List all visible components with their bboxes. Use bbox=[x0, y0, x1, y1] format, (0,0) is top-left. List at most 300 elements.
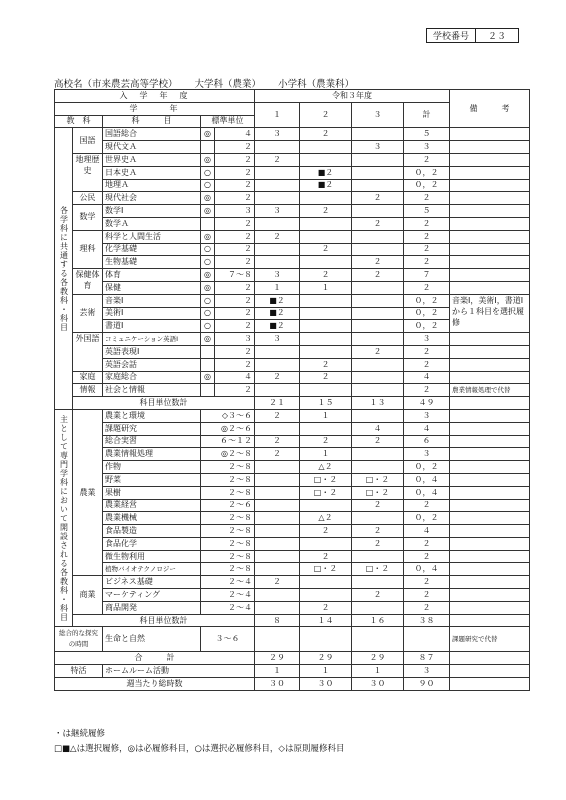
table-row bbox=[55, 409, 530, 422]
weekly-hours-t: ９０ bbox=[404, 678, 450, 691]
grade2-cell bbox=[300, 192, 352, 205]
grade3-cell: □・２ bbox=[352, 473, 404, 486]
standard-units-cell: ２～４ bbox=[201, 576, 255, 589]
grade1-cell: ２ bbox=[255, 435, 300, 448]
grade1-cell: ３ bbox=[255, 269, 300, 282]
remarks-cell bbox=[450, 217, 530, 230]
table-row bbox=[55, 153, 530, 166]
remarks-cell bbox=[450, 550, 530, 563]
weekly-hours-label: 週当たり総時数 bbox=[55, 678, 255, 691]
subtotal-label: 科目単位数計 bbox=[73, 397, 255, 410]
total-cell: ０，２ bbox=[404, 166, 450, 179]
table-row bbox=[55, 563, 530, 576]
mandatory-mark-cell bbox=[201, 217, 215, 230]
mandatory-mark-cell: ○ bbox=[201, 320, 215, 333]
grade3-cell: ２ bbox=[352, 537, 404, 550]
grade1-cell: ■２ bbox=[255, 294, 300, 307]
table-row bbox=[55, 550, 530, 563]
grade2-cell: ２ bbox=[300, 435, 352, 448]
mandatory-mark-cell: ○ bbox=[201, 179, 215, 192]
grade3-cell bbox=[352, 307, 404, 320]
remarks-header: 備 考 bbox=[450, 90, 530, 128]
standard-units-cell: ２ bbox=[215, 141, 255, 154]
table-row bbox=[55, 333, 530, 346]
subject-area-cell: 商業 bbox=[73, 576, 103, 614]
table-row bbox=[55, 371, 530, 384]
subject-name-cell: コミュニケーション英語Ⅰ bbox=[103, 333, 201, 346]
mandatory-mark-cell: ◎ bbox=[201, 128, 215, 141]
standard-units-cell: ２～８ bbox=[201, 473, 255, 486]
remarks-cell bbox=[450, 512, 530, 525]
subject-name-cell: 数学Ⅰ bbox=[103, 205, 201, 218]
subject-name-cell: 体育 bbox=[103, 269, 201, 282]
subject-name-cell: 果樹 bbox=[103, 486, 201, 499]
subtotal-row bbox=[55, 397, 530, 410]
remarks-cell bbox=[450, 409, 530, 422]
grade1-cell: ■２ bbox=[255, 320, 300, 333]
subject-area-cell: 情報 bbox=[73, 384, 103, 397]
standard-units-cell: ２～６ bbox=[201, 499, 255, 512]
grade1-cell: ２ bbox=[255, 409, 300, 422]
grade3-cell bbox=[352, 333, 404, 346]
mandatory-mark-cell: ◎ bbox=[201, 281, 215, 294]
remarks-cell bbox=[450, 243, 530, 256]
table-row bbox=[55, 345, 530, 358]
grade2-header: ２ bbox=[300, 102, 352, 128]
grade1-cell: ３ bbox=[255, 333, 300, 346]
mandatory-mark-cell: ○ bbox=[201, 307, 215, 320]
standard-units-cell: ３ bbox=[215, 333, 255, 346]
subject-name-cell: 農業情報処理 bbox=[103, 448, 201, 461]
subject-area-cell: 数学 bbox=[73, 205, 103, 231]
grade2-cell bbox=[300, 217, 352, 230]
remarks-cell bbox=[450, 589, 530, 602]
remarks-cell bbox=[450, 230, 530, 243]
grade3-cell: ２ bbox=[352, 345, 404, 358]
grade2-cell: ２ bbox=[300, 358, 352, 371]
reiwa-year-header: 令和３年度 bbox=[255, 90, 450, 103]
integrated-study-remarks: 課題研究で代替 bbox=[450, 627, 530, 652]
standard-units-cell: ４ bbox=[215, 128, 255, 141]
grade2-cell bbox=[300, 256, 352, 269]
total-cell: ３ bbox=[404, 409, 450, 422]
grade1-cell: ■２ bbox=[255, 307, 300, 320]
subject-name-cell: 国語総合 bbox=[103, 128, 201, 141]
grand-total-row bbox=[55, 652, 530, 665]
curriculum-table bbox=[54, 89, 530, 691]
total-cell: ２ bbox=[404, 256, 450, 269]
grade2-cell: ２ bbox=[300, 525, 352, 538]
subject-name-cell: 食品化学 bbox=[103, 537, 201, 550]
table-row bbox=[55, 281, 530, 294]
total-cell: ５ bbox=[404, 128, 450, 141]
course-name: 小学科（農業科） bbox=[278, 79, 355, 90]
total-cell: ０，４ bbox=[404, 473, 450, 486]
grade3-cell bbox=[352, 205, 404, 218]
remarks-cell bbox=[450, 205, 530, 218]
subject-area-cell: 地理歴史 bbox=[73, 153, 103, 191]
grade3-cell: ２ bbox=[352, 499, 404, 512]
standard-units-cell: ２ bbox=[215, 192, 255, 205]
subject-name-cell: 書道Ⅰ bbox=[103, 320, 201, 333]
standard-units-cell: ２ bbox=[215, 281, 255, 294]
grade1-cell bbox=[255, 179, 300, 192]
subject-name-cell: 微生物利用 bbox=[103, 550, 201, 563]
school-name: 高校名（市来農芸高等学校） bbox=[54, 79, 178, 90]
subject-name-cell: 現代文Ａ bbox=[103, 141, 201, 154]
remarks-cell bbox=[450, 397, 530, 410]
subject-name-cell: 家庭総合 bbox=[103, 371, 201, 384]
grade1-cell bbox=[255, 512, 300, 525]
department-name: 大学科（農業） bbox=[194, 79, 262, 90]
subtotal-t: ３８ bbox=[404, 614, 450, 627]
total-cell: ２ bbox=[404, 550, 450, 563]
grade3-cell bbox=[352, 128, 404, 141]
total-cell: ０，２ bbox=[404, 320, 450, 333]
note-continuation: ・は継続履修 bbox=[54, 729, 106, 739]
grade3-cell bbox=[352, 179, 404, 192]
grade1-cell bbox=[255, 499, 300, 512]
subject-area-cell: 公民 bbox=[73, 192, 103, 205]
grade3-header: ３ bbox=[352, 102, 404, 128]
mandatory-mark-cell bbox=[201, 141, 215, 154]
grade1-cell bbox=[255, 217, 300, 230]
remarks-cell bbox=[450, 371, 530, 384]
standard-units-cell: ２ bbox=[215, 294, 255, 307]
admission-year-header: 入 学 年 度 bbox=[55, 90, 255, 103]
grade3-cell bbox=[352, 448, 404, 461]
subject-name-cell: 課題研究 bbox=[103, 422, 201, 435]
grade2-cell bbox=[300, 153, 352, 166]
table-row bbox=[55, 422, 530, 435]
integrated-study-g2 bbox=[300, 627, 352, 652]
grade1-cell bbox=[255, 422, 300, 435]
subject-name-cell: 農業経営 bbox=[103, 499, 201, 512]
table-row bbox=[55, 179, 530, 192]
subject-area-cell: 農業 bbox=[73, 409, 103, 575]
standard-units-cell: ２ bbox=[215, 179, 255, 192]
grade3-cell bbox=[352, 358, 404, 371]
homeroom-g3: １ bbox=[352, 665, 404, 678]
grade1-cell bbox=[255, 461, 300, 474]
table-row bbox=[55, 576, 530, 589]
grade2-cell: ２ bbox=[300, 205, 352, 218]
grand-total-g2: ２９ bbox=[300, 652, 352, 665]
subject-name-cell: 化学基礎 bbox=[103, 243, 201, 256]
total-cell: ２ bbox=[404, 499, 450, 512]
grand-total-g3: ２９ bbox=[352, 652, 404, 665]
weekly-hours-g2: ３０ bbox=[300, 678, 352, 691]
grade1-cell: １ bbox=[255, 281, 300, 294]
grade3-cell: ２ bbox=[352, 192, 404, 205]
integrated-study-subject: 生命と自然 bbox=[103, 627, 201, 652]
table-row bbox=[55, 486, 530, 499]
grade2-cell: □・２ bbox=[300, 486, 352, 499]
grand-total-g1: ２９ bbox=[255, 652, 300, 665]
standard-units-cell: ２ bbox=[215, 358, 255, 371]
special-activities-label: 特活 bbox=[55, 665, 103, 678]
total-cell: ０，４ bbox=[404, 563, 450, 576]
subject-area-cell: 外国語 bbox=[73, 333, 103, 371]
total-cell: ２ bbox=[404, 192, 450, 205]
subtotal-g2: １５ bbox=[300, 397, 352, 410]
standard-units-cell: ２～８ bbox=[201, 461, 255, 474]
grade1-cell bbox=[255, 537, 300, 550]
section-specialized-label: 主として専門学科において開設される各教科・科目 bbox=[55, 409, 73, 627]
subject-name-cell: 野菜 bbox=[103, 473, 201, 486]
standard-units-cell: ◎２～６ bbox=[201, 422, 255, 435]
grade3-cell bbox=[352, 550, 404, 563]
school-header bbox=[54, 76, 368, 90]
homeroom-t: ３ bbox=[404, 665, 450, 678]
standard-units-cell: ◎２～８ bbox=[201, 448, 255, 461]
subtotal-row bbox=[55, 614, 530, 627]
grade3-cell bbox=[352, 243, 404, 256]
subject-area-cell: 理科 bbox=[73, 230, 103, 268]
table-row bbox=[55, 230, 530, 243]
grade1-cell: ３ bbox=[255, 205, 300, 218]
mandatory-mark-cell bbox=[201, 345, 215, 358]
total-cell: ２ bbox=[404, 576, 450, 589]
remarks-cell bbox=[450, 486, 530, 499]
mandatory-mark-cell: ◎ bbox=[201, 371, 215, 384]
subject-name-cell: 農業機械 bbox=[103, 512, 201, 525]
grade2-cell: □・２ bbox=[300, 473, 352, 486]
grade1-cell bbox=[255, 166, 300, 179]
standard-units-cell: ２～８ bbox=[201, 550, 255, 563]
grade3-cell: ４ bbox=[352, 422, 404, 435]
table-row bbox=[55, 243, 530, 256]
integrated-study-t bbox=[404, 627, 450, 652]
mandatory-mark-cell: ○ bbox=[201, 243, 215, 256]
remarks-cell bbox=[450, 128, 530, 141]
mandatory-mark-cell bbox=[201, 384, 215, 397]
grade3-cell bbox=[352, 409, 404, 422]
total-cell: ３ bbox=[404, 333, 450, 346]
note-legend: □■△は選択履修，◎は必履修科目，○は選択必履修科目，◇は原則履修科目 bbox=[54, 744, 345, 754]
subject-name-cell: 保健 bbox=[103, 281, 201, 294]
remarks-cell bbox=[450, 435, 530, 448]
remarks-cell bbox=[450, 448, 530, 461]
grade1-cell bbox=[255, 473, 300, 486]
grade2-cell bbox=[300, 422, 352, 435]
mandatory-mark-cell: ◎ bbox=[201, 269, 215, 282]
standard-units-cell: ２～４ bbox=[201, 601, 255, 614]
grade2-cell: ■２ bbox=[300, 166, 352, 179]
grade2-cell bbox=[300, 499, 352, 512]
total-cell: ２ bbox=[404, 230, 450, 243]
mandatory-mark-cell: ◎ bbox=[201, 333, 215, 346]
grade2-cell: △２ bbox=[300, 461, 352, 474]
standard-units-cell: ２～８ bbox=[201, 525, 255, 538]
subject-area-header: 教 科 bbox=[55, 115, 103, 128]
total-cell: ４ bbox=[404, 525, 450, 538]
grade3-cell: ２ bbox=[352, 525, 404, 538]
grade1-cell bbox=[255, 384, 300, 397]
remarks-cell bbox=[450, 665, 530, 678]
grade3-cell bbox=[352, 166, 404, 179]
grade2-cell: ２ bbox=[300, 269, 352, 282]
grade2-cell bbox=[300, 576, 352, 589]
subtotal-g1: ８ bbox=[255, 614, 300, 627]
total-cell: ５ bbox=[404, 205, 450, 218]
standard-units-cell: ２ bbox=[215, 256, 255, 269]
grade3-cell bbox=[352, 512, 404, 525]
mandatory-mark-cell bbox=[201, 358, 215, 371]
mandatory-mark-cell: ○ bbox=[201, 294, 215, 307]
grade3-cell bbox=[352, 230, 404, 243]
remarks-cell bbox=[450, 422, 530, 435]
standard-units-cell: ２～８ bbox=[201, 512, 255, 525]
grade2-cell: △２ bbox=[300, 512, 352, 525]
grade3-cell: □・２ bbox=[352, 563, 404, 576]
remarks-cell bbox=[450, 461, 530, 474]
integrated-study-units: ３～６ bbox=[201, 627, 255, 652]
grade1-cell bbox=[255, 589, 300, 602]
table-row bbox=[55, 358, 530, 371]
grade1-cell: ２ bbox=[255, 576, 300, 589]
remarks-cell bbox=[450, 281, 530, 294]
total-cell: ２ bbox=[404, 537, 450, 550]
total-header: 計 bbox=[404, 102, 450, 128]
grade3-cell: ２ bbox=[352, 256, 404, 269]
grade3-cell: ３ bbox=[352, 141, 404, 154]
subject-name-cell: 地理Ａ bbox=[103, 179, 201, 192]
total-cell: ２ bbox=[404, 153, 450, 166]
grade3-cell bbox=[352, 384, 404, 397]
subtotal-g1: ２１ bbox=[255, 397, 300, 410]
grade3-cell bbox=[352, 576, 404, 589]
table-row bbox=[55, 499, 530, 512]
remarks-cell bbox=[450, 563, 530, 576]
subject-name-cell: 食品製造 bbox=[103, 525, 201, 538]
mandatory-mark-cell: ◎ bbox=[201, 230, 215, 243]
grade1-cell bbox=[255, 563, 300, 576]
grade3-cell bbox=[352, 294, 404, 307]
total-cell: ７ bbox=[404, 269, 450, 282]
standard-units-cell: ２ bbox=[215, 384, 255, 397]
grade2-cell: ２ bbox=[300, 601, 352, 614]
total-cell: ６ bbox=[404, 435, 450, 448]
remarks-cell bbox=[450, 141, 530, 154]
grade2-cell: □・２ bbox=[300, 563, 352, 576]
grade-header: 学 年 bbox=[55, 102, 255, 115]
mandatory-mark-cell: ◎ bbox=[201, 153, 215, 166]
remarks-info-cell: 農業情報処理で代替 bbox=[450, 384, 530, 397]
weekly-hours-g1: ３０ bbox=[255, 678, 300, 691]
grade2-cell: ２ bbox=[300, 128, 352, 141]
standard-units-cell: ２～４ bbox=[201, 589, 255, 602]
grade3-cell: ２ bbox=[352, 269, 404, 282]
table-row bbox=[55, 384, 530, 397]
subject-name-cell: マーケティング bbox=[103, 589, 201, 602]
school-number-label: 学校番号 bbox=[427, 29, 476, 43]
standard-units-cell: ◇３～６ bbox=[201, 409, 255, 422]
standard-units-header: 標準単位 bbox=[201, 115, 255, 128]
mandatory-mark-cell: ◎ bbox=[201, 192, 215, 205]
total-cell: ０，４ bbox=[404, 486, 450, 499]
remarks-cell bbox=[450, 345, 530, 358]
grade3-cell bbox=[352, 320, 404, 333]
subject-area-cell: 保健体育 bbox=[73, 269, 103, 295]
mandatory-mark-cell: ◎ bbox=[201, 205, 215, 218]
subtotal-g3: １６ bbox=[352, 614, 404, 627]
table-row bbox=[55, 473, 530, 486]
grade1-cell bbox=[255, 525, 300, 538]
grade1-cell bbox=[255, 358, 300, 371]
subject-name-cell: 美術Ⅰ bbox=[103, 307, 201, 320]
grade3-cell: ２ bbox=[352, 217, 404, 230]
total-cell: ２ bbox=[404, 589, 450, 602]
grade1-cell bbox=[255, 486, 300, 499]
total-cell: ３ bbox=[404, 448, 450, 461]
total-cell: ２ bbox=[404, 358, 450, 371]
homeroom-label: ホームルーム活動 bbox=[103, 665, 255, 678]
grade1-cell: ２ bbox=[255, 153, 300, 166]
subject-name-cell: 現代社会 bbox=[103, 192, 201, 205]
table-row bbox=[55, 601, 530, 614]
subject-name-cell: 世界史Ａ bbox=[103, 153, 201, 166]
weekly-hours-row bbox=[55, 678, 530, 691]
grade2-cell bbox=[300, 320, 352, 333]
table-row bbox=[55, 461, 530, 474]
subject-area-cell: 国語 bbox=[73, 128, 103, 154]
integrated-study-label: 総合的な探究の時間 bbox=[55, 627, 103, 652]
remarks-cell bbox=[450, 256, 530, 269]
table-row bbox=[55, 537, 530, 550]
total-cell: ２ bbox=[404, 243, 450, 256]
grade1-cell bbox=[255, 141, 300, 154]
remarks-cell bbox=[450, 358, 530, 371]
subject-name-cell: 日本史Ａ bbox=[103, 166, 201, 179]
grade2-cell: ■２ bbox=[300, 179, 352, 192]
grade3-cell bbox=[352, 371, 404, 384]
table-row bbox=[55, 448, 530, 461]
subject-name-cell: 英語表現Ⅰ bbox=[103, 345, 201, 358]
table-row bbox=[55, 141, 530, 154]
table-row bbox=[55, 269, 530, 282]
subject-name-cell: 数学Ａ bbox=[103, 217, 201, 230]
total-cell: ２ bbox=[404, 217, 450, 230]
table-row bbox=[55, 192, 530, 205]
grade1-cell: ２ bbox=[255, 371, 300, 384]
grade2-cell bbox=[300, 307, 352, 320]
grade1-cell bbox=[255, 345, 300, 358]
table-row bbox=[55, 294, 530, 307]
subject-name-cell: 農業と環境 bbox=[103, 409, 201, 422]
mandatory-mark-cell: ○ bbox=[201, 166, 215, 179]
remarks-art-cell: 音楽Ⅰ，美術Ⅰ，書道Ⅰから１科目を選択履修 bbox=[450, 294, 530, 332]
remarks-cell bbox=[450, 652, 530, 665]
table-row bbox=[55, 217, 530, 230]
total-cell: ０，２ bbox=[404, 512, 450, 525]
section-common-label: 各学科に共通する各教科・科目 bbox=[55, 128, 73, 410]
grade2-cell bbox=[300, 141, 352, 154]
standard-units-cell: ６～１２ bbox=[201, 435, 255, 448]
standard-units-cell: ２ bbox=[215, 345, 255, 358]
subject-area-cell: 家庭 bbox=[73, 371, 103, 384]
remarks-cell bbox=[450, 601, 530, 614]
grade3-cell: ２ bbox=[352, 435, 404, 448]
school-number-box bbox=[426, 28, 519, 43]
grade1-cell: ２ bbox=[255, 230, 300, 243]
remarks-cell bbox=[450, 269, 530, 282]
subject-area-cell: 芸術 bbox=[73, 294, 103, 332]
table-row bbox=[55, 166, 530, 179]
grade2-cell: １ bbox=[300, 409, 352, 422]
grade2-cell bbox=[300, 345, 352, 358]
subject-name-cell: 植物バイオテクノロジー bbox=[103, 563, 201, 576]
